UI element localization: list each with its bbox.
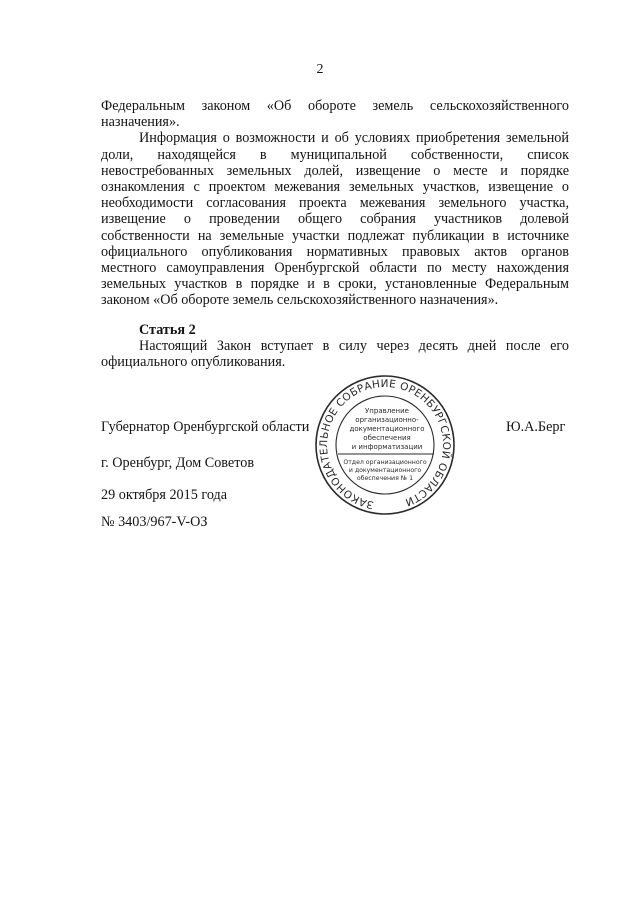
seal-upper-line: организационно- — [355, 416, 419, 424]
seal-lower-block — [343, 459, 427, 482]
seal-upper-line: и информатизации — [351, 443, 423, 451]
paragraph-information: Информация о возможности и об условиях приобретения земельной доли, находящейся в муниципальной собственности, список невостребованных земельных долей, извещение о месте и порядке ознакомления с проектом межевания земельных участков, извещение о необходимости согласования проекта межевания земельного участка, извещение о проведении общего собрания участников долевой собственности на земельные участки подлежат публикации в источнике официального опубликования нормативных правовых актов органов местного самоуправления Оренбургской области по месту нахождения земельных участков в порядке и в сроки, установленные Федеральным законом «Об обороте земель сельскохозяйственного назначения». — [101, 130, 569, 309]
seal-ring-textpath: ЗАКОНОДАТЕЛЬНОЕ СОБРАНИЕ ОРЕНБУРГСКОЙ ОБЛАСТИ — [317, 377, 453, 511]
signatory-name: Ю.А.Берг — [506, 419, 566, 435]
page-number: 2 — [316, 62, 324, 77]
document-body — [101, 98, 569, 309]
seal-upper-block — [349, 407, 424, 451]
signatory-title: Губернатор Оренбургской области — [101, 419, 310, 435]
article-heading: Статья 2 — [139, 322, 196, 338]
paragraph-continuation: Федеральным законом «Об обороте земель сельскохозяйственного назначения». — [101, 98, 569, 131]
article-body — [101, 338, 569, 370]
signing-place: г. Оренбург, Дом Советов — [101, 455, 255, 471]
signing-date: 29 октября 2015 года — [101, 487, 228, 503]
law-number: № 3403/967-V-ОЗ — [101, 514, 208, 530]
seal-lower-line: Отдел организационного — [343, 459, 427, 466]
article-text: Настоящий Закон вступает в силу через десять дней после его официального опубликования. — [101, 338, 569, 371]
seal-upper-line: обеспечения — [363, 434, 411, 442]
seal-lower-line: обеспечения № 1 — [356, 475, 414, 482]
official-seal — [312, 375, 458, 515]
seal-lower-line: и документационного — [348, 467, 422, 474]
seal-upper-line: Управление — [365, 407, 409, 415]
seal-upper-line: документационного — [349, 425, 425, 433]
